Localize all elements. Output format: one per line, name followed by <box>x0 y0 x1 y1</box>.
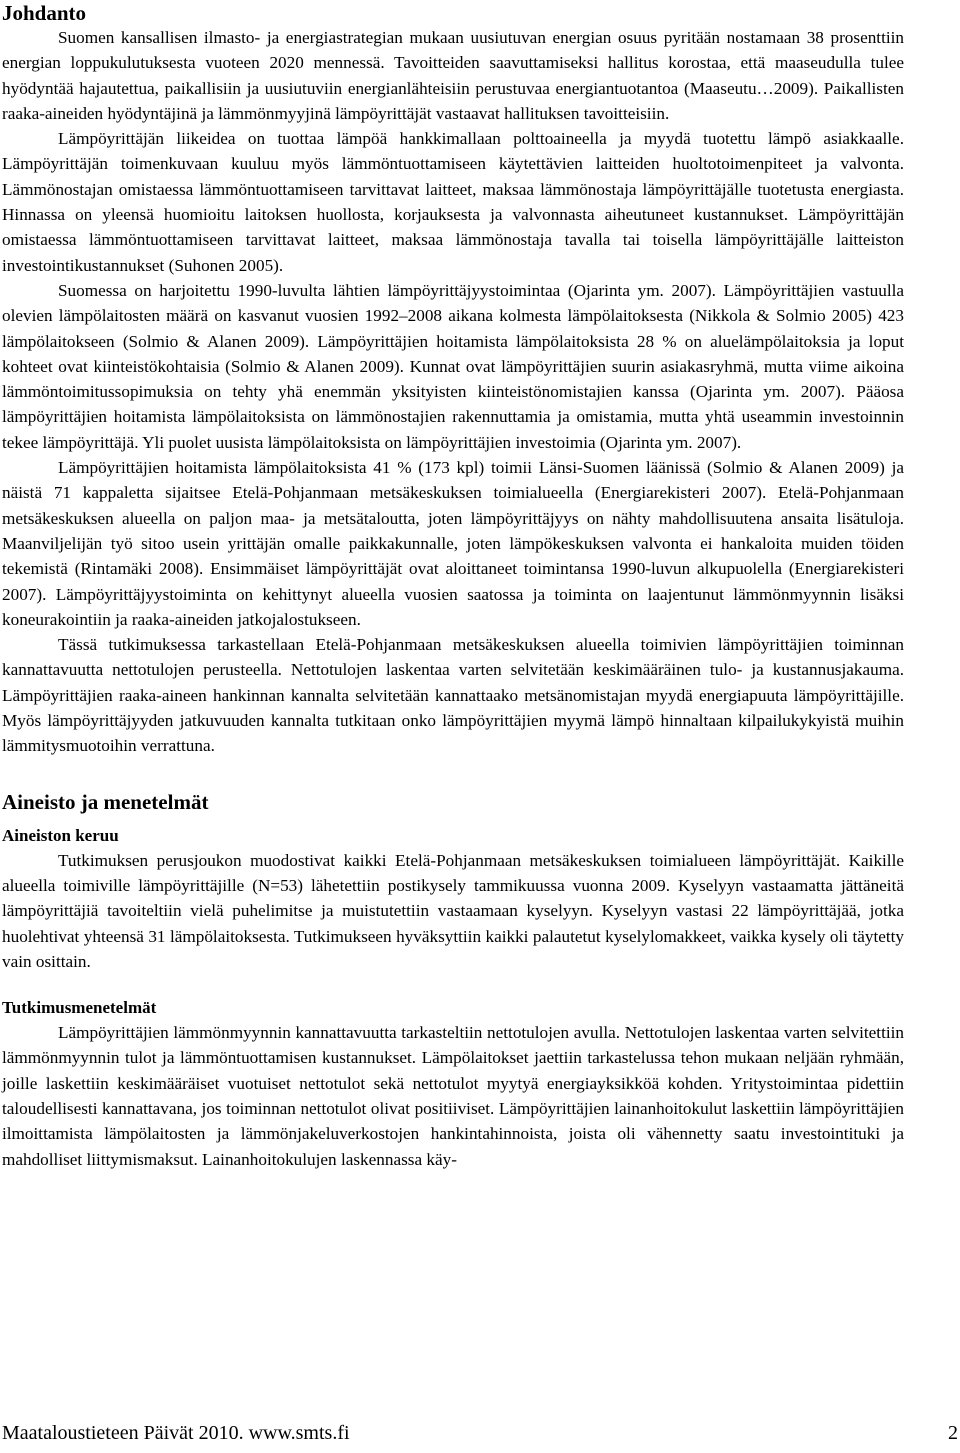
paragraph-intro-4: Lämpöyrittäjien hoitamista lämpölaitoksista 41 % (173 kpl) toimii Länsi-Suomen läänissä (Solmio & Alanen 2009) ja näistä 71 kappaletta sijaitsee Etelä-Pohjanmaan metsäkeskuksen toimialueella (Energiarekisteri 2007). Etelä-Pohjanmaan metsäkeskuksen alueella on paljon maa- ja metsätaloutta, joten lämpöyrittäjyys on nähty mahdollisuutena ansaita lisätuloja. Maanviljelijän työ sitoo usein yrittäjän omalle paikkakunnalle, joten lämpökeskuksen valvonta ei hankaloita muiden töiden tekemistä (Rintamäki 2008). Ensimmäiset lämpöyrittäjät ovat aloittaneet toimintansa 1990-luvun alkupuolella (Energiarekisteri 2007). Lämpöyrittäjyystoiminta on kehittynyt alueella vuosien saatossa ja toiminta on laajentunut lämmönmyynnin lisäksi koneurakointiin ja raaka-aineiden jatkojalostukseen. <box>2 458 904 629</box>
footer-page-number: 2 <box>948 1422 958 1444</box>
footer-conference: Maataloustieteen Päivät 2010. www.smts.fi <box>2 1422 350 1444</box>
paragraph-intro-5: Tässä tutkimuksessa tarkastellaan Etelä-Pohjanmaan metsäkeskuksen alueella toimivien lämpöyrittäjien toiminnan kannattavuutta nettotulojen perusteella. Nettotulojen laskentaa varten selvitetään keskimääräinen tulo- ja kustannusjakauma. Lämpöyrittäjien raaka-aineen hankinnan kannalta selvitetään kannattaako metsänomistajan myydä energiapuuta lämpöyrittäjille. Myös lämpöyrittäjyyden jatkuvuuden kannalta tutkitaan onko lämpöyrittäjien myymä lämpö hinnaltaan kilpailukykyistä muihin lämmitysmuotoihin verrattuna. <box>2 635 904 756</box>
subsection-title-tutkimusmenetelmat: Tutkimusmenetelmät <box>2 998 157 1018</box>
section-title-aineisto: Aineisto ja menetelmät <box>2 789 209 814</box>
document-page <box>2 0 904 1172</box>
paragraph-intro-1: Suomen kansallisen ilmasto- ja energiastrategian mukaan uusiutuvan energian osuus pyritään nostamaan 38 prosenttiin energian loppukulutuksesta vuoteen 2020 mennessä. Tavoitteiden saavuttamiseksi hallitus korostaa, että maaseudulla tulee hyödyntää hajautettua, paikallisiin ja uusiutuviin energianlähteisiin perustuvaa energiantuotantoa (Maaseutu…2009). Paikallisten raaka-aineiden hyödyntäjinä ja lämmönmyyjinä lämpöyrittäjät vastaavat hallituksen tavoitteisiin. <box>2 28 904 123</box>
paragraph-data-1: Tutkimuksen perusjoukon muodostivat kaikki Etelä-Pohjanmaan metsäkeskuksen toimialueen lämpöyrittäjät. Kaikille alueella toimiville lämpöyrittäjille (N=53) lähetettiin postikysely tammikuussa vuonna 2009. Kyselyyn vastaamatta jättäneitä lämpöyrittäjiä tavoiteltiin vielä puhelimitse ja muistutettiin vastaamaan kyselyyn. Kyselyyn vastasi 22 lämpöyrittäjää, jotka huolehtivat yhteensä 31 lämpölaitoksesta. Tutkimukseen hyväksyttiin kaikki palautetut kyselylomakkeet, vaikka kysely oli täytetty vain osittain. <box>2 850 904 971</box>
paragraph-intro-3: Suomessa on harjoitettu 1990-luvulta lähtien lämpöyrittäjyystoimintaa (Ojarinta ym. 2007). Lämpöyrittäjien vastuulla olevien lämpölaitosten määrä on kasvanut vuosien 1992–2008 aikana kolmesta lämpölaitoksesta (Nikkola & Solmio 2005) 423 lämpölaitokseen (Solmio & Alanen 2009). Lämpöyrittäjien hoitamista lämpölaitoksista 28 % on aluelämpölaitoksia ja loput kohteet ovat kiinteistökohtaisia (Solmio & Alanen 2009). Kunnat ovat lämpöyrittäjien suurin asiakasryhmä, mutta viime aikoina lämmöntoimitussopimuksia on tehty yhä enemmän yksityisten kiinteistönomistajien kanssa (Ojarinta ym. 2007). Pääosa lämpöyrittäjien hoitamista lämpölaitoksista on lämmönostajien rakennuttamia ja omistamia, mutta yhtä useammin investoinnin tekee lämpöyrittäjä. Yli puolet uusista lämpölaitoksista on lämpöyrittäjien investoimia (Ojarinta ym. 2007). <box>2 280 904 452</box>
subsection-title-aineiston-keruu: Aineiston keruu <box>2 825 119 845</box>
section-title-johdanto: Johdanto <box>2 1 87 25</box>
paragraph-intro-2: Lämpöyrittäjän liikeidea on tuottaa lämpöä hankkimallaan polttoaineella ja myydä tuotettu lämpö asiakkaalle. Lämpöyrittäjän toimenkuvaan kuuluu myös lämmöntuottamiseen käytettävien laitteiden huoltotoimenpiteet ja valvonta. Lämmönostajan omistaessa lämmöntuottamiseen tarvittavat laitteet, maksaa lämmönostaja lämpöyrittäjälle tuotetusta energiasta. Hinnassa on yleensä huomioitu laitoksen huollosta, korjauksesta ja valvonnasta aiheutuneet kustannukset. Lämpöyrittäjän omistaessa lämmöntuottamiseen tarvittavat laitteet, maksaa lämmönostaja tavalla tai toisella lämpöyrittäjälle laitteiston investointikustannukset (Suhonen 2005). <box>2 129 904 275</box>
paragraph-method-1: Lämpöyrittäjien lämmönmyynnin kannattavuutta tarkasteltiin nettotulojen avulla. Nettotulojen laskentaa varten selvitettiin lämmönmyynnin tulot ja lämmöntuottamisen kustannukset. Lämpölaitokset jaettiin tarkastelussa tehon mukaan neljään ryhmään, joille laskettiin keskimääräiset vuotuiset nettotulot sekä nettotulot myytyä energiayksikköä kohden. Yritystoimintaa pidettiin taloudellisesti kannattavana, jos toiminnan nettotulot olivat positiiviset. Lämpöyrittäjien lainanhoitokulut laskettiin lämpöyrittäjien ilmoittamista lämpölaitosten ja lämmönjakeluverkostojen hankintahinnoista, joista oli vähennetty saatu investointituki ja mahdolliset liittymismaksut. Lainanhoitokulujen laskennassa käy- <box>2 1023 904 1169</box>
